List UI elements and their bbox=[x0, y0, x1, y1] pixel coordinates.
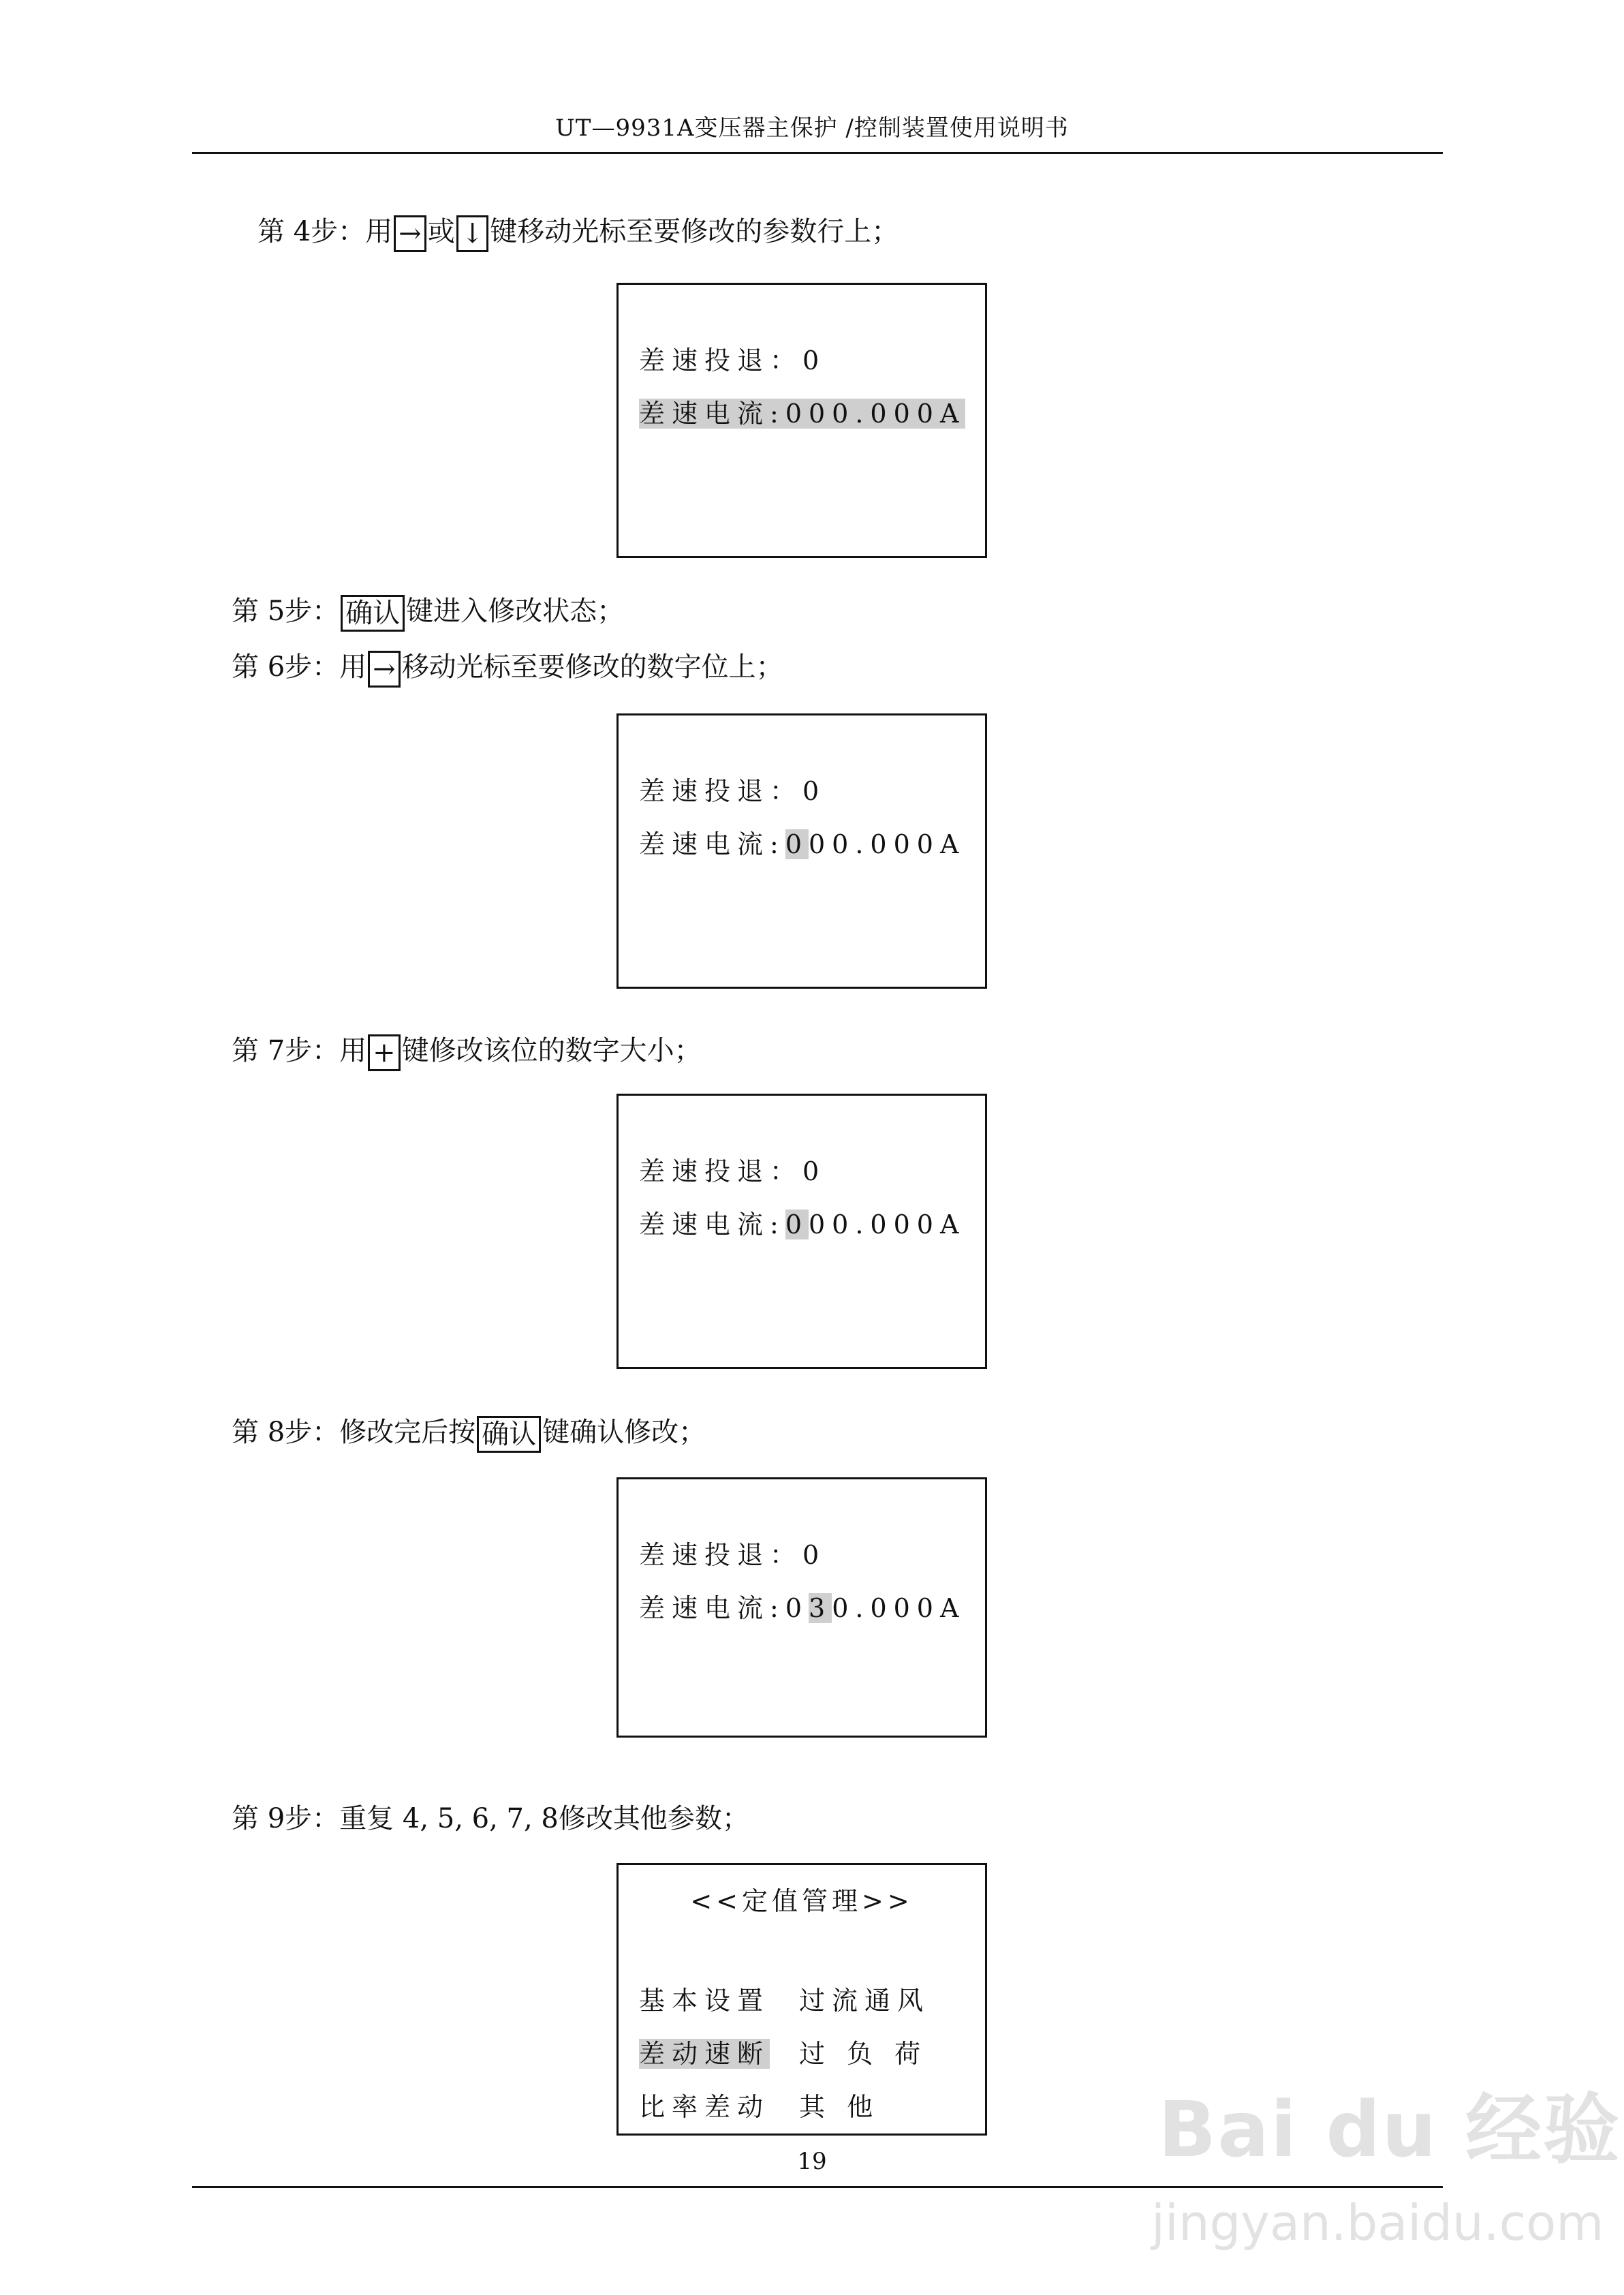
settings-menu-panel bbox=[616, 1863, 987, 2136]
panel-4-line-2 bbox=[639, 1587, 965, 1624]
panel-4-value-rest: 0.000A bbox=[832, 1593, 966, 1623]
panel-3-line-2 bbox=[639, 1203, 965, 1241]
panel-1-label: 差速电流: bbox=[639, 399, 785, 429]
panel-2-value-rest: 00.000A bbox=[809, 829, 966, 859]
panel-1-line-2 bbox=[639, 392, 965, 430]
menu-item-overcurrent-ventilation: 过流通风 bbox=[799, 1986, 931, 2016]
panel-3-cursor-digit: 0 bbox=[785, 1210, 809, 1239]
step-7 bbox=[232, 1032, 702, 1071]
page-number: 19 bbox=[797, 2148, 827, 2175]
baidu-watermark-url: jingyan.baidu.com bbox=[1151, 2194, 1604, 2251]
step-4-prefix: 第 4步：用 bbox=[257, 216, 393, 247]
menu-title: <<定值管理>> bbox=[690, 1886, 914, 1916]
step-6-prefix: 第 6步：用 bbox=[232, 651, 367, 683]
menu-item-differential-quick-break bbox=[639, 2033, 770, 2070]
step-5 bbox=[232, 592, 624, 632]
right-arrow-key: → bbox=[394, 215, 426, 252]
right-arrow-key: → bbox=[368, 651, 401, 688]
panel-2-line-1: 差速投退：0 bbox=[639, 776, 826, 806]
step-8-suffix: 键确认修改； bbox=[542, 1417, 706, 1448]
lcd-panel-4 bbox=[616, 1477, 987, 1738]
step-5-prefix: 第 5步： bbox=[232, 596, 340, 627]
document-header: UT—9931A变压器主保护 /控制装置使用说明书 bbox=[555, 114, 1069, 142]
panel-4-label: 差速电流: bbox=[639, 1593, 785, 1623]
panel-2-label: 差速电流: bbox=[639, 829, 785, 859]
step-8 bbox=[232, 1413, 706, 1453]
panel-4-line-1: 差速投退：0 bbox=[639, 1540, 826, 1570]
lcd-panel-2 bbox=[616, 713, 987, 989]
panel-3-line-1: 差速投退：0 bbox=[639, 1156, 826, 1186]
panel-3-value-rest: 00.000A bbox=[809, 1210, 966, 1239]
plus-key: + bbox=[368, 1034, 401, 1071]
lcd-panel-3 bbox=[616, 1094, 987, 1369]
menu-item-overload: 过 负 荷 bbox=[799, 2039, 928, 2069]
panel-1-cursor-line bbox=[639, 399, 965, 429]
step-7-suffix: 键修改该位的数字大小； bbox=[401, 1035, 702, 1066]
baidu-watermark-logo: Bai du 经验 bbox=[1158, 2086, 1621, 2174]
panel-4-value-pre: 0 bbox=[785, 1593, 809, 1623]
step-4 bbox=[257, 213, 899, 252]
panel-3-label: 差速电流: bbox=[639, 1210, 785, 1239]
step-8-prefix: 第 8步：修改完后按 bbox=[232, 1417, 476, 1448]
down-arrow-key: ↓ bbox=[456, 215, 489, 252]
panel-1-line-1: 差速投退：0 bbox=[639, 345, 826, 375]
footer-rule bbox=[192, 2186, 1443, 2188]
step-7-prefix: 第 7步：用 bbox=[232, 1035, 367, 1066]
header-rule bbox=[192, 152, 1443, 154]
step-4-suffix: 键移动光标至要修改的参数行上； bbox=[490, 216, 899, 247]
step-6-suffix: 移动光标至要修改的数字位上； bbox=[401, 651, 783, 683]
menu-selected-highlight: 差动速断 bbox=[639, 2039, 770, 2069]
confirm-key: 确认 bbox=[341, 595, 405, 632]
confirm-key: 确认 bbox=[477, 1416, 541, 1453]
panel-2-line-2 bbox=[639, 823, 965, 861]
panel-2-cursor-digit: 0 bbox=[785, 829, 809, 859]
step-4-or: 或 bbox=[427, 216, 455, 247]
step-9: 第 9步：重复 4, 5, 6, 7, 8修改其他参数； bbox=[232, 1803, 749, 1834]
step-6 bbox=[232, 648, 783, 688]
step-5-suffix: 键进入修改状态； bbox=[406, 596, 625, 627]
menu-item-basic-settings: 基本设置 bbox=[639, 1986, 770, 2016]
panel-1-value: 000.000A bbox=[785, 399, 966, 429]
panel-4-cursor-digit: 3 bbox=[809, 1593, 832, 1623]
menu-item-ratio-differential: 比率差动 bbox=[639, 2092, 770, 2122]
lcd-panel-1 bbox=[616, 283, 987, 558]
menu-item-other: 其 他 bbox=[799, 2092, 880, 2122]
